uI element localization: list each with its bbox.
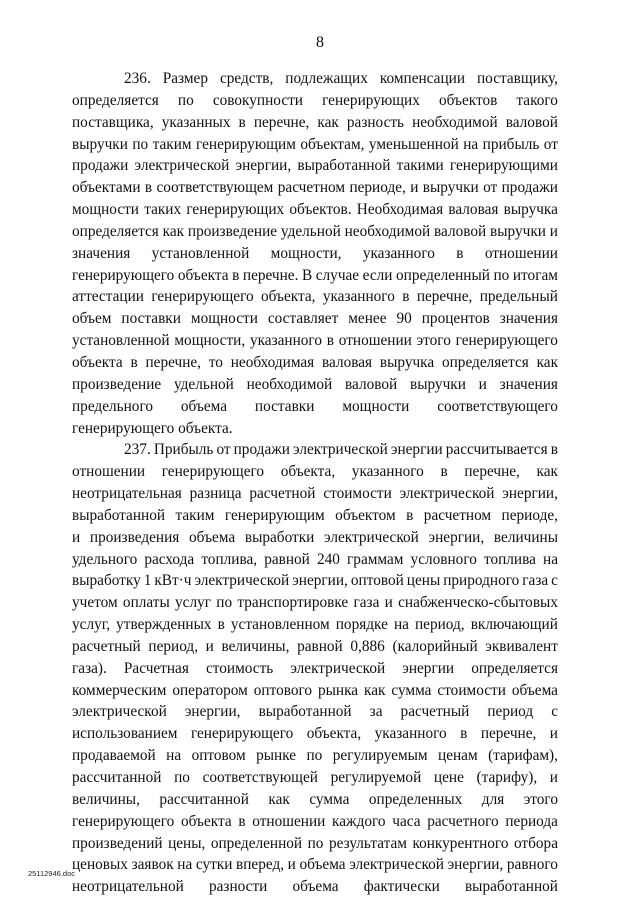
text-line: определяется как произведение удельной необходимой валовой выручки и (72, 222, 558, 240)
text-line: мощности таких генерирующих объектов. Необходимая валовая выручка (72, 201, 558, 219)
text-line: использованием генерирующего объекта, указанного в перечне, и (72, 725, 558, 743)
text-line: генерирующего объекта в перечне. В случае если определенный по итогам (72, 266, 558, 284)
text-line: выработанной таким генерирующим объектом в расчетном периоде, (72, 506, 558, 524)
paragraph-237 (72, 439, 558, 898)
text-line: величины, рассчитанной как сумма определенных для этого (72, 790, 558, 808)
text-line: произведение удельной необходимой валовой выручки и значения (72, 375, 558, 393)
text-line: поставщика, указанных в перечне, как разность необходимой валовой (72, 113, 558, 131)
page-number: 8 (316, 34, 324, 51)
text-line: выручки по таким генерирующим объектам, уменьшенной на прибыль от (72, 135, 558, 153)
text-line: удельного расхода топлива, равной 240 граммам условного топлива на (72, 550, 558, 568)
text-line: выработку 1 кВт·ч электрической энергии, оптовой цены природного газа с (72, 572, 558, 590)
text-line: произведений цены, определенной по результатам конкурентного отбора (72, 834, 558, 852)
text-line: определяется по совокупности генерирующих объектов такого (72, 91, 558, 109)
text-line: 237. Прибыль от продажи электрической энергии рассчитывается в (124, 441, 558, 459)
text-line: аттестации генерирующего объекта, указанного в перечне, предельный (72, 288, 558, 306)
text-line: газа). Расчетная стоимость электрической энергии определяется (72, 659, 558, 677)
text-line: генерирующего объекта. (72, 419, 233, 437)
text-line: продаваемой на оптовом рынке по регулируемым ценам (тарифам), (72, 747, 558, 765)
text-line: рассчитанной по соответствующей регулируемой цене (тарифу), и (72, 769, 558, 786)
footer-doc-code: 25112946.doc (28, 869, 75, 878)
text-line: отношении генерирующего объекта, указанного в перечне, как (72, 463, 558, 481)
text-line: учетом оплаты услуг по транспортировке газа и снабженческо-сбытовых (72, 594, 558, 612)
text-line: генерирующего объекта в отношении каждого часа расчетного периода (72, 812, 558, 830)
text-line: 236. Размер средств, подлежащих компенсации поставщику, (124, 70, 558, 87)
text-line: коммерческим оператором оптового рынка как сумма стоимости объема (72, 681, 558, 699)
text-line: продажи электрической энергии, выработанной такими генерирующими (72, 157, 558, 175)
text-line: установленной мощности, указанного в отношении этого генерирующего (72, 332, 558, 350)
text-line: объем поставки мощности составляет менее 90 процентов значения (72, 310, 558, 328)
text-line: объектами в соответствующем расчетном периоде, и выручки от продажи (72, 179, 558, 197)
document-body (72, 68, 558, 898)
text-line: предельного объема поставки мощности соответствующего (72, 397, 558, 415)
text-line: ценовых заявок на сутки вперед, и объема электрической энергии, равного (72, 856, 558, 874)
text-line: значения установленной мощности, указанного в отношении (72, 244, 558, 262)
text-line: и произведения объема выработки электрической энергии, величины (72, 528, 558, 546)
text-line: электрической энергии, выработанной за расчетный период с (72, 703, 558, 721)
text-line: неотрицательная разница расчетной стоимости электрической энергии, (72, 485, 558, 503)
paragraph-236 (72, 68, 558, 439)
text-line: услуг, утвержденных в установленном порядке на период, включающий (72, 616, 558, 634)
text-line: объекта в перечне, то необходимая валовая выручка определяется как (72, 353, 558, 371)
text-line: неотрицательной разности объема фактически выработанной (72, 878, 558, 896)
text-line: расчетный период, и величины, равной 0,886 (калорийный эквивалент (72, 637, 558, 655)
